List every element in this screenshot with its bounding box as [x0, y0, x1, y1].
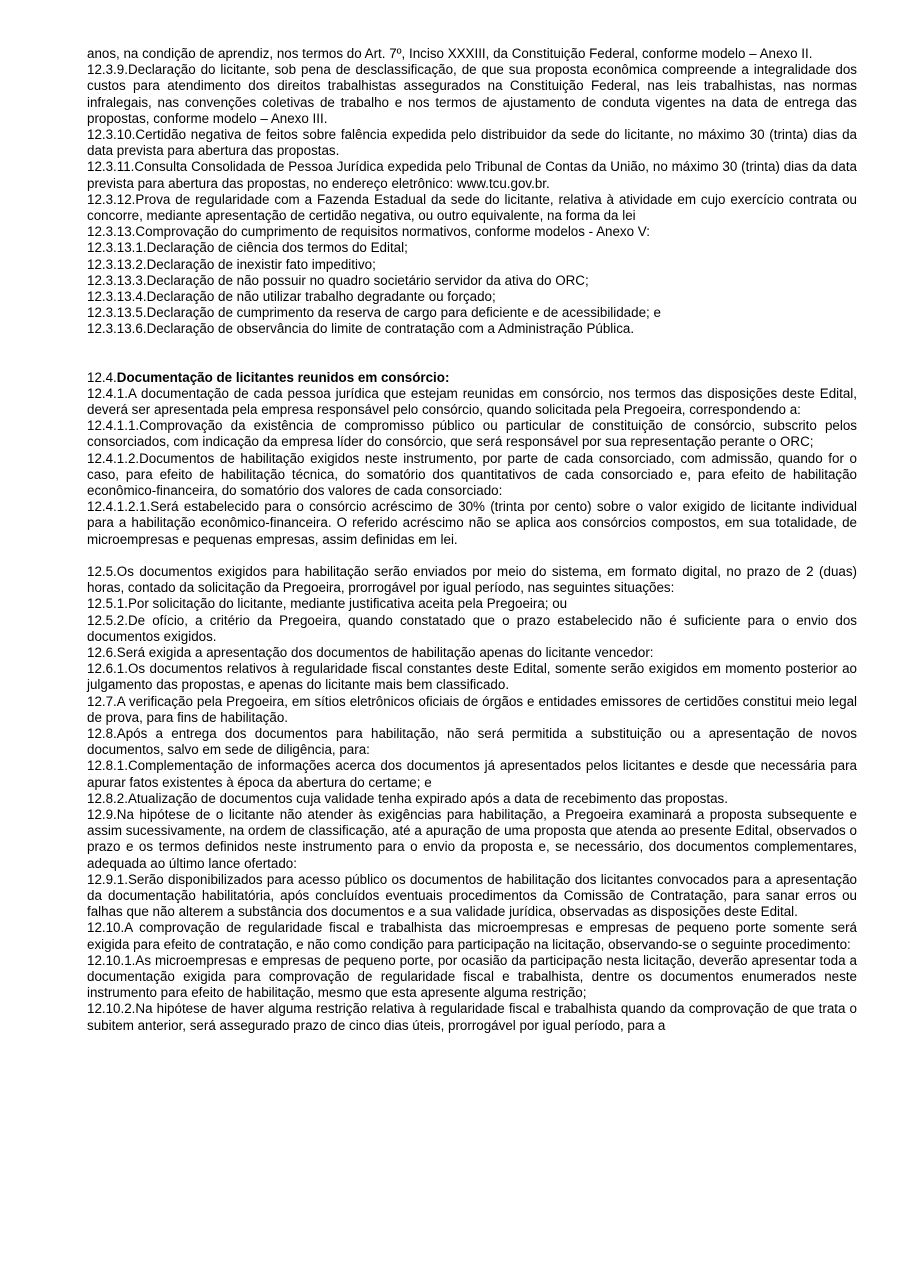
paragraph: 12.3.13.6.Declaração de observância do limite de contratação com a Administração Pública.: [87, 321, 635, 337]
paragraph: 12.8.2.Atualização de documentos cuja validade tenha expirado após a data de recebimento das propostas.: [87, 790, 728, 806]
paragraph: 12.10.1.As microempresas e empresas de pequeno porte, por ocasião da participação nesta licitação, deverão apresentar toda a documentação exigida para comprovação de regularidade fiscal e trabalhista, dentre os documentos enumerados neste instrumento para efeito de habilitação, mesmo que esta apresente alguma restrição;: [87, 952, 857, 1001]
paragraph: 12.3.13.Comprovação do cumprimento de requisitos normativos, conforme modelos - Anexo V:: [87, 224, 650, 240]
document-page: [87, 46, 857, 1034]
paragraph: 12.7.A verificação pela Pregoeira, em sítios eletrônicos oficiais de órgãos e entidades emissores de certidões constitui meio legal de prova, para fins de habilitação.: [87, 693, 857, 725]
section-consorcio: [87, 370, 857, 548]
paragraph: 12.3.13.5.Declaração de cumprimento da reserva de cargo para deficiente e de acessibilidade; e: [87, 305, 661, 321]
paragraph: 12.3.13.3.Declaração de não possuir no quadro societário servidor da ativa do ORC;: [87, 272, 589, 288]
paragraph: 12.4.1.1.Comprovação da existência de compromisso público ou particular de constituição de consórcio, subscrito pelos consorciados, com indicação da empresa líder do consórcio, que será responsável por sua representação perante o ORC;: [87, 418, 857, 450]
paragraph: 12.4.1.2.1.Será estabelecido para o consórcio acréscimo de 30% (trinta por cento) sobre o valor exigido de licitante individual para a habilitação econômico-financeira. O referido acréscimo não se aplica aos consórcios compostos, em sua totalidade, de microempresas e pequenas empresas, assim definidas em lei.: [87, 499, 857, 547]
paragraph: 12.10.A comprovação de regularidade fiscal e trabalhista das microempresas e empresas de pequeno porte somente será exigida para efeito de contratação, e não como condição para participação na licitação, observando-se o seguinte procedimento:: [87, 920, 857, 952]
paragraph: 12.10.2.Na hipótese de haver alguma restrição relativa à regularidade fiscal e trabalhista quando da comprovação de que trata o subitem anterior, será assegurado prazo de cinco dias úteis, prorrogável por igual período, para a: [87, 1001, 857, 1033]
paragraph: anos, na condição de aprendiz, nos termos do Art. 7º, Inciso XXXIII, da Constituição Federal, conforme modelo – Anexo II.: [87, 46, 813, 61]
paragraph: 12.4.1.A documentação de cada pessoa jurídica que estejam reunidas em consórcio, nos termos das disposições deste Edital, deverá ser apresentada pela empresa responsável pelo consórcio, quando solicitada pela Pregoeira, correspondendo a:: [87, 385, 857, 418]
paragraph: 12.5.Os documentos exigidos para habilitação serão enviados por meio do sistema, em formato digital, no prazo de 2 (duas) horas, contado da solicitação da Pregoeira, prorrogável por igual período, nas seguintes situações:: [87, 563, 857, 596]
section-heading: [87, 370, 857, 386]
section-habilitacao-declaracoes: [87, 46, 857, 338]
paragraph: 12.3.13.2.Declaração de inexistir fato impeditivo;: [87, 256, 376, 272]
paragraph: 12.3.12.Prova de regularidade com a Fazenda Estadual da sede do licitante, relativa à atividade em cujo exercício contrata ou concorre, mediante apresentação de certidão negativa, ou outro equivalente, na forma da lei: [87, 191, 857, 224]
paragraph: 12.9.Na hipótese de o licitante não atender às exigências para habilitação, a Pregoeira examinará a proposta subsequente e assim sucessivamente, na ordem de classificação, até a apuração de uma proposta que atenda ao presente Edital, observados o prazo e os termos definidos neste instrumento para o envio da proposta e, se necessário, dos documentos complementares, adequada ao último lance ofertado:: [87, 806, 857, 871]
paragraph: 12.5.1.Por solicitação do licitante, mediante justificativa aceita pela Pregoeira; ou: [87, 596, 568, 612]
paragraph: 12.3.10.Certidão negativa de feitos sobre falência expedida pelo distribuidor da sede do licitante, no máximo 30 (trinta) dias da data prevista para abertura das propostas.: [87, 127, 857, 159]
paragraph: 12.6.1.Os documentos relativos à regularidade fiscal constantes deste Edital, somente serão exigidos em momento posterior ao julgamento das propostas, e apenas do licitante mais bem classificado.: [87, 661, 857, 693]
spacer: [87, 548, 857, 564]
paragraph: 12.6.Será exigida a apresentação dos documentos de habilitação apenas do licitante vencedor:: [87, 644, 654, 660]
paragraph: 12.9.1.Serão disponibilizados para acesso público os documentos de habilitação dos licitantes convocados para a apresentação da documentação habilitatória, após concluídos eventuais procedimentos da Comissão de Contratação, para sanar erros ou falhas que não alterem a substância dos documentos e a sua validade jurídica, observadas as disposições deste Edital.: [87, 871, 857, 920]
paragraph: 12.8.Após a entrega dos documentos para habilitação, não será permitida a substituição ou a apresentação de novos documentos, salvo em sede de diligência, para:: [87, 725, 857, 758]
spacer: [87, 338, 857, 370]
paragraph: 12.3.9.Declaração do licitante, sob pena de desclassificação, de que sua proposta econômica compreende a integralidade dos custos para atendimento dos direitos trabalhistas assegurados na Constituição Federal, nas leis trabalhistas, nas normas infralegais, nas convenções coletivas de trabalho e nos termos de ajustamento de conduta vigentes na data de entrega das propostas, conforme modelo – Anexo III.: [87, 62, 857, 126]
paragraph: 12.3.13.1.Declaração de ciência dos termos do Edital;: [87, 240, 408, 256]
section-heading-title: Documentação de licitantes reunidos em consórcio:: [116, 369, 450, 385]
section-heading-number: 12.4.: [87, 369, 117, 385]
paragraph: 12.5.2.De ofício, a critério da Pregoeira, quando constatado que o prazo estabelecido não é suficiente para o envio dos documentos exigidos.: [87, 612, 857, 644]
paragraph: 12.3.13.4.Declaração de não utilizar trabalho degradante ou forçado;: [87, 289, 496, 305]
paragraph: 12.4.1.2.Documentos de habilitação exigidos neste instrumento, por parte de cada consorciado, com admissão, quando for o caso, para efeito de habilitação técnica, do somatório dos quantitativos de cada consorciado e, para efeito de habilitação econômico-financeira, do somatório dos valores de cada consorciado:: [87, 450, 857, 499]
paragraph: 12.8.1.Complementação de informações acerca dos documentos já apresentados pelos licitantes e desde que necessária para apurar fatos existentes à época da abertura do certame; e: [87, 758, 857, 790]
section-envio-documentos: [87, 564, 857, 1034]
paragraph: 12.3.11.Consulta Consolidada de Pessoa Jurídica expedida pelo Tribunal de Contas da União, no máximo 30 (trinta) dias da data prevista para abertura das propostas, no endereço eletrônico: www.tcu.gov.br.: [87, 159, 857, 191]
